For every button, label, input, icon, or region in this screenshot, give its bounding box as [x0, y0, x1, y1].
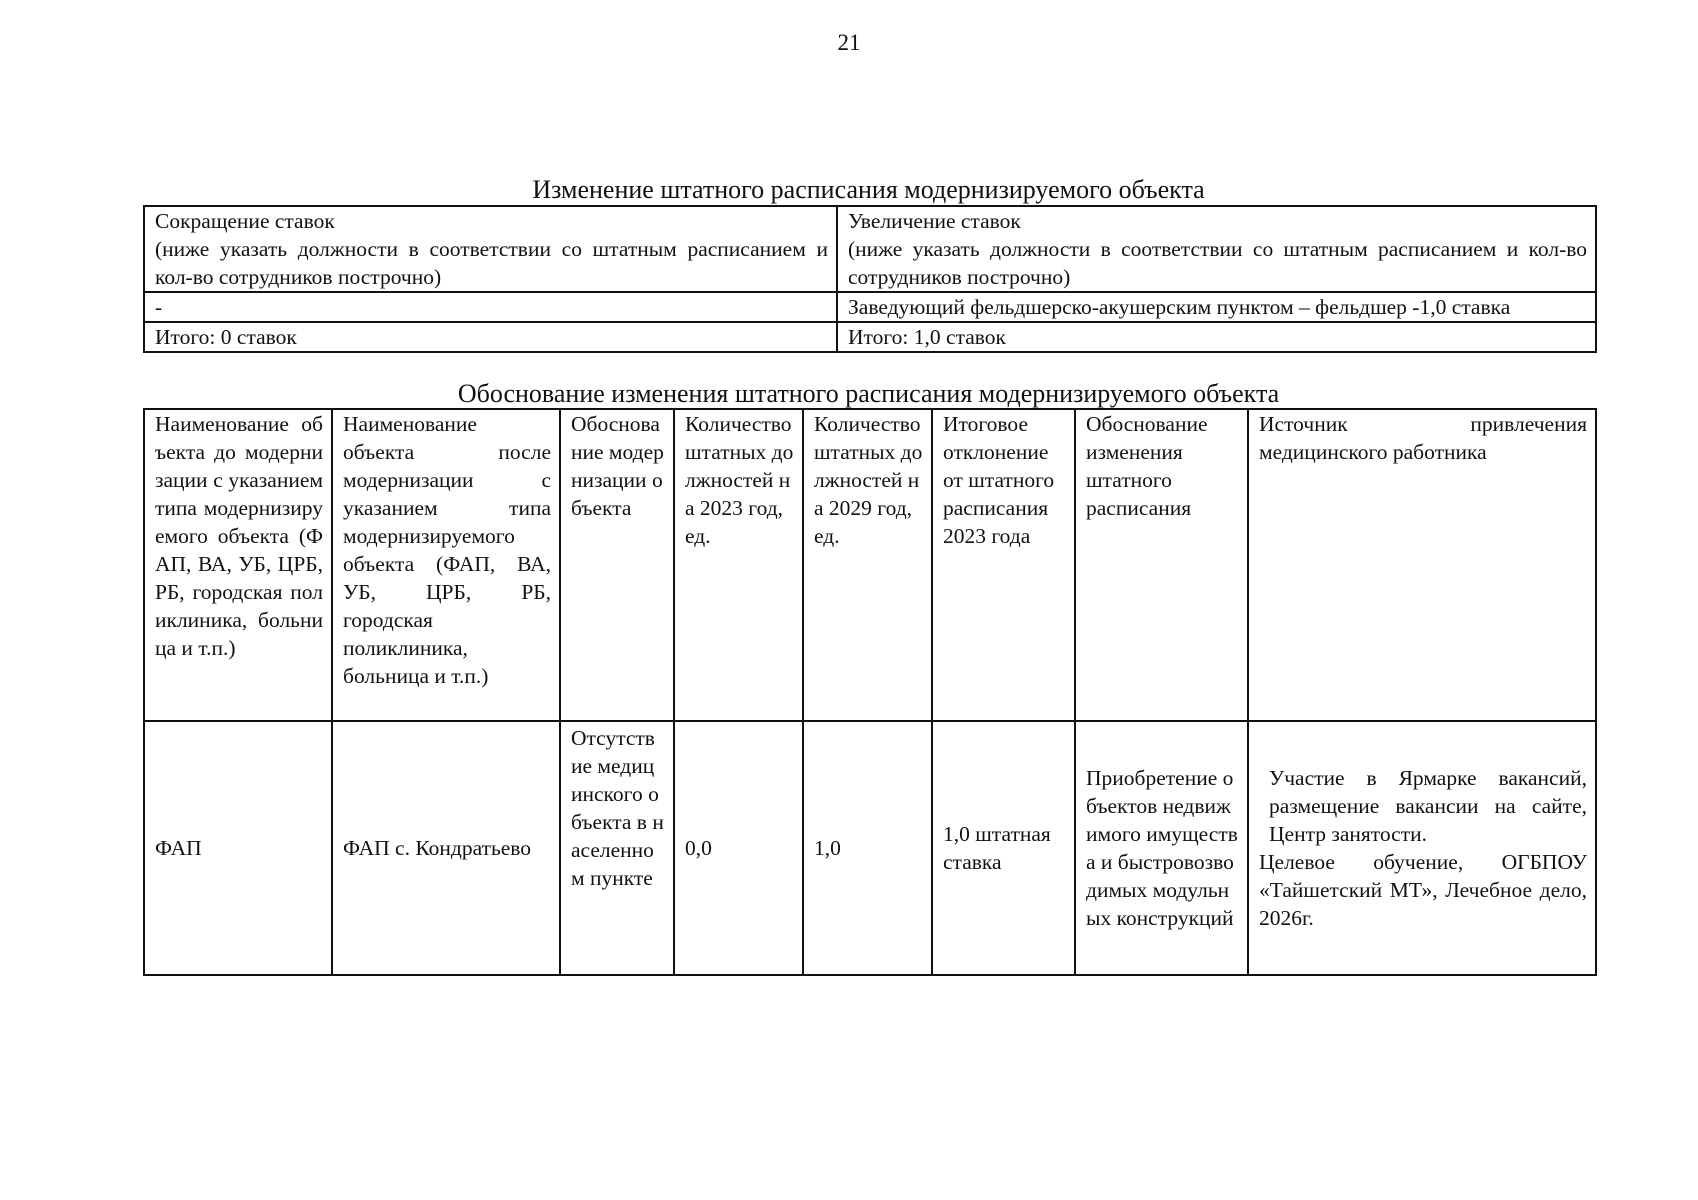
increase-header-cell [837, 206, 1596, 292]
reduction-header: Сокращение ставок [155, 209, 335, 233]
cell-object-after: ФАП с. Кондратьево [332, 721, 560, 975]
staff-changes-header-row [144, 206, 1596, 292]
cell-modernization-reason: Отсутствие медицинского объекта в населенном пункте [560, 721, 674, 975]
col-header-total-deviation: Итоговое отклонение от штатного расписания 2023 года [932, 409, 1075, 721]
source-part-1: Участие в Ярмарке вакансий, размещение вакансии на сайте, Центр занятости. [1269, 766, 1587, 846]
staff-changes-table [143, 205, 1597, 353]
cell-change-reason: Приобретение объектов недвижимого имущества и быстровозводимых модульных конструкций [1075, 721, 1248, 975]
table-row [144, 721, 1596, 975]
justification-table [143, 408, 1597, 976]
reduction-header-cell [144, 206, 837, 292]
increase-total: Итого: 1,0 ставок [837, 322, 1596, 352]
justification-header-row [144, 409, 1596, 721]
increase-header: Увеличение ставок [848, 209, 1021, 233]
increase-entries: Заведующий фельдшерско-акушерским пунктом – фельдшер -1,0 ставка [837, 292, 1596, 322]
increase-instruction: (ниже указать должности в соответствии со штатным расписанием и кол-во сотрудников построчно) [848, 237, 1587, 289]
col-header-modernization-reason: Обоснование модернизации объекта [560, 409, 674, 721]
justification-title: Обоснование изменения штатного расписания модернизируемого объекта [457, 379, 1280, 408]
source-part-2: Целевое обучение, ОГБПОУ «Тайшетский МТ», Лечебное дело, 2026г. [1259, 850, 1587, 930]
staff-changes-title: Изменение штатного расписания модернизируемого объекта [532, 175, 1205, 204]
col-header-source: Источник привлечения медицинского работника [1248, 409, 1596, 721]
cell-positions-2029: 1,0 [803, 721, 932, 975]
cell-positions-2023: 0,0 [674, 721, 803, 975]
col-header-object-before: Наименование объекта до модернизации с указанием типа модернизируемого объекта (ФАП, ВА, УБ, ЦРБ, РБ, городская поликлиника, больница и т.п.) [144, 409, 332, 721]
page-number: 21 [837, 30, 861, 55]
staff-changes-total-row [144, 322, 1596, 352]
col-header-positions-2029: Количество штатных должностей на 2029 год, ед. [803, 409, 932, 721]
cell-source [1248, 721, 1596, 975]
col-header-object-after: Наименование объекта после модернизации с указанием типа модернизируемого объекта (ФАП, ВА, УБ, ЦРБ, РБ, городская поликлиника, больница и т.п.) [332, 409, 560, 721]
col-header-change-reason: Обоснование изменения штатного расписания [1075, 409, 1248, 721]
reduction-entries: - [144, 292, 837, 322]
cell-total-deviation: 1,0 штатная ставка [932, 721, 1075, 975]
staff-changes-entries-row [144, 292, 1596, 322]
cell-object-before: ФАП [144, 721, 332, 975]
col-header-positions-2023: Количество штатных должностей на 2023 год, ед. [674, 409, 803, 721]
reduction-total: Итого: 0 ставок [144, 322, 837, 352]
reduction-instruction: (ниже указать должности в соответствии со штатным расписанием и кол-во сотрудников построчно) [155, 237, 828, 289]
